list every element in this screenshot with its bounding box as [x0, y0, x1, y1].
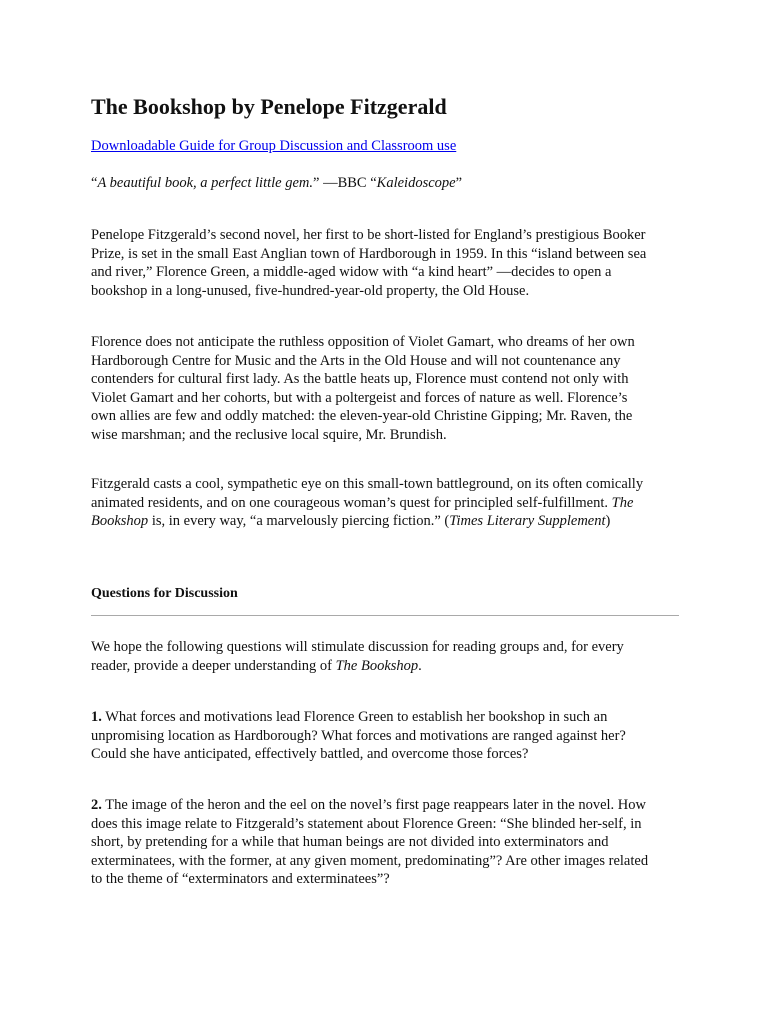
text-line: contenders for cultural first lady. As the battle heats up, Florence must contend not only with	[91, 371, 629, 388]
text-line	[91, 512, 681, 531]
question-number: 1.	[91, 709, 102, 725]
quote-source: Kaleidoscope	[376, 175, 456, 191]
quote-close-mark: ”	[313, 175, 320, 191]
quote-attribution: —BBC “	[319, 175, 377, 191]
questions-intro-text: reader, provide a deeper understanding of	[91, 657, 336, 674]
text-line: We hope the following questions will stimulate discussion for reading groups and, for every	[91, 639, 624, 655]
text-line: Prize, is set in the small East Anglian town of Hardborough in 1959. In this “island between sea	[91, 245, 647, 262]
text-line: Fitzgerald casts a cool, sympathetic eye on this small-town battleground, on its often comically	[91, 476, 644, 492]
text-line: Violet Gamart and her cohorts, but with a poltergeist and forces of nature as well. Florence’s	[91, 389, 628, 406]
summary-paragraph	[91, 475, 681, 531]
questions-intro-paragraph	[91, 638, 681, 675]
text-line: Penelope Fitzgerald’s second novel, her first to be short-listed for England’s prestigious Booker	[91, 227, 646, 243]
book-title: The Bookshop	[335, 657, 419, 674]
text-line: Could she have anticipated, effectively battled, and overcome those forces?	[91, 746, 529, 763]
question-2	[91, 796, 681, 889]
review-source: Times Literary Supplement	[449, 513, 606, 530]
review-quote	[91, 174, 462, 192]
text-line: bookshop in a long-unused, five-hundred-year-old property, the Old House.	[91, 282, 530, 299]
section-divider	[91, 615, 679, 616]
question-text: What forces and motivations lead Florence Green to establish her bookshop in such an	[101, 709, 608, 725]
book-title-part: The	[611, 494, 634, 511]
intro-paragraph	[91, 226, 681, 300]
text-line: to the theme of “exterminators and exterminatees”?	[91, 871, 390, 888]
text-line	[91, 796, 681, 815]
text-line: unpromising location as Hardborough? What forces and motivations are ranged against her?	[91, 727, 626, 744]
quote-text: A beautiful book, a perfect little gem.	[97, 175, 314, 191]
summary-line3-end: )	[605, 513, 611, 530]
text-line	[91, 657, 681, 676]
text-line: short, by pretending for a while that human beings are not divided into exterminators and	[91, 834, 609, 851]
summary-line2-text: animated residents, and on one courageous woman’s quest for principled self-fulfillment.	[91, 494, 612, 511]
text-line: and river,” Florence Green, a middle-aged widow with “a kind heart” —decides to open a	[91, 264, 612, 281]
summary-line3-text: is, in every way, “a marvelously piercing fiction.” (	[148, 513, 450, 530]
quote-open-mark: “	[91, 175, 98, 191]
text-line: own allies are few and oddly matched: the eleven-year-old Christine Gipping; Mr. Raven, the	[91, 408, 633, 425]
text-line: Florence does not anticipate the ruthless opposition of Violet Gamart, who dreams of her own	[91, 334, 635, 350]
text-line	[91, 708, 681, 727]
questions-heading: Questions for Discussion	[91, 586, 238, 601]
questions-intro-end: .	[418, 657, 422, 674]
text-line	[91, 494, 681, 513]
guide-download-link[interactable]: Downloadable Guide for Group Discussion and Classroom use	[91, 138, 457, 154]
text-line: exterminatees, with the former, at any given moment, predominating”? Are other images related	[91, 852, 649, 869]
question-number: 2.	[91, 797, 102, 813]
document-title: The Bookshop by Penelope Fitzgerald	[91, 94, 447, 119]
book-title-part: Bookshop	[91, 513, 149, 530]
text-line: Hardborough Centre for Music and the Arts in the Old House and will not countenance any	[91, 352, 621, 369]
conflict-paragraph	[91, 333, 681, 445]
question-text: The image of the heron and the eel on the novel’s first page reappears later in the novel. How	[101, 797, 646, 813]
text-line: does this image relate to Fitzgerald’s statement about Florence Green: “She blinded her-self, in	[91, 815, 642, 832]
quote-end-mark: ”	[455, 175, 463, 191]
question-1	[91, 708, 681, 764]
text-line: wise marshman; and the reclusive local squire, Mr. Brundish.	[91, 426, 447, 443]
